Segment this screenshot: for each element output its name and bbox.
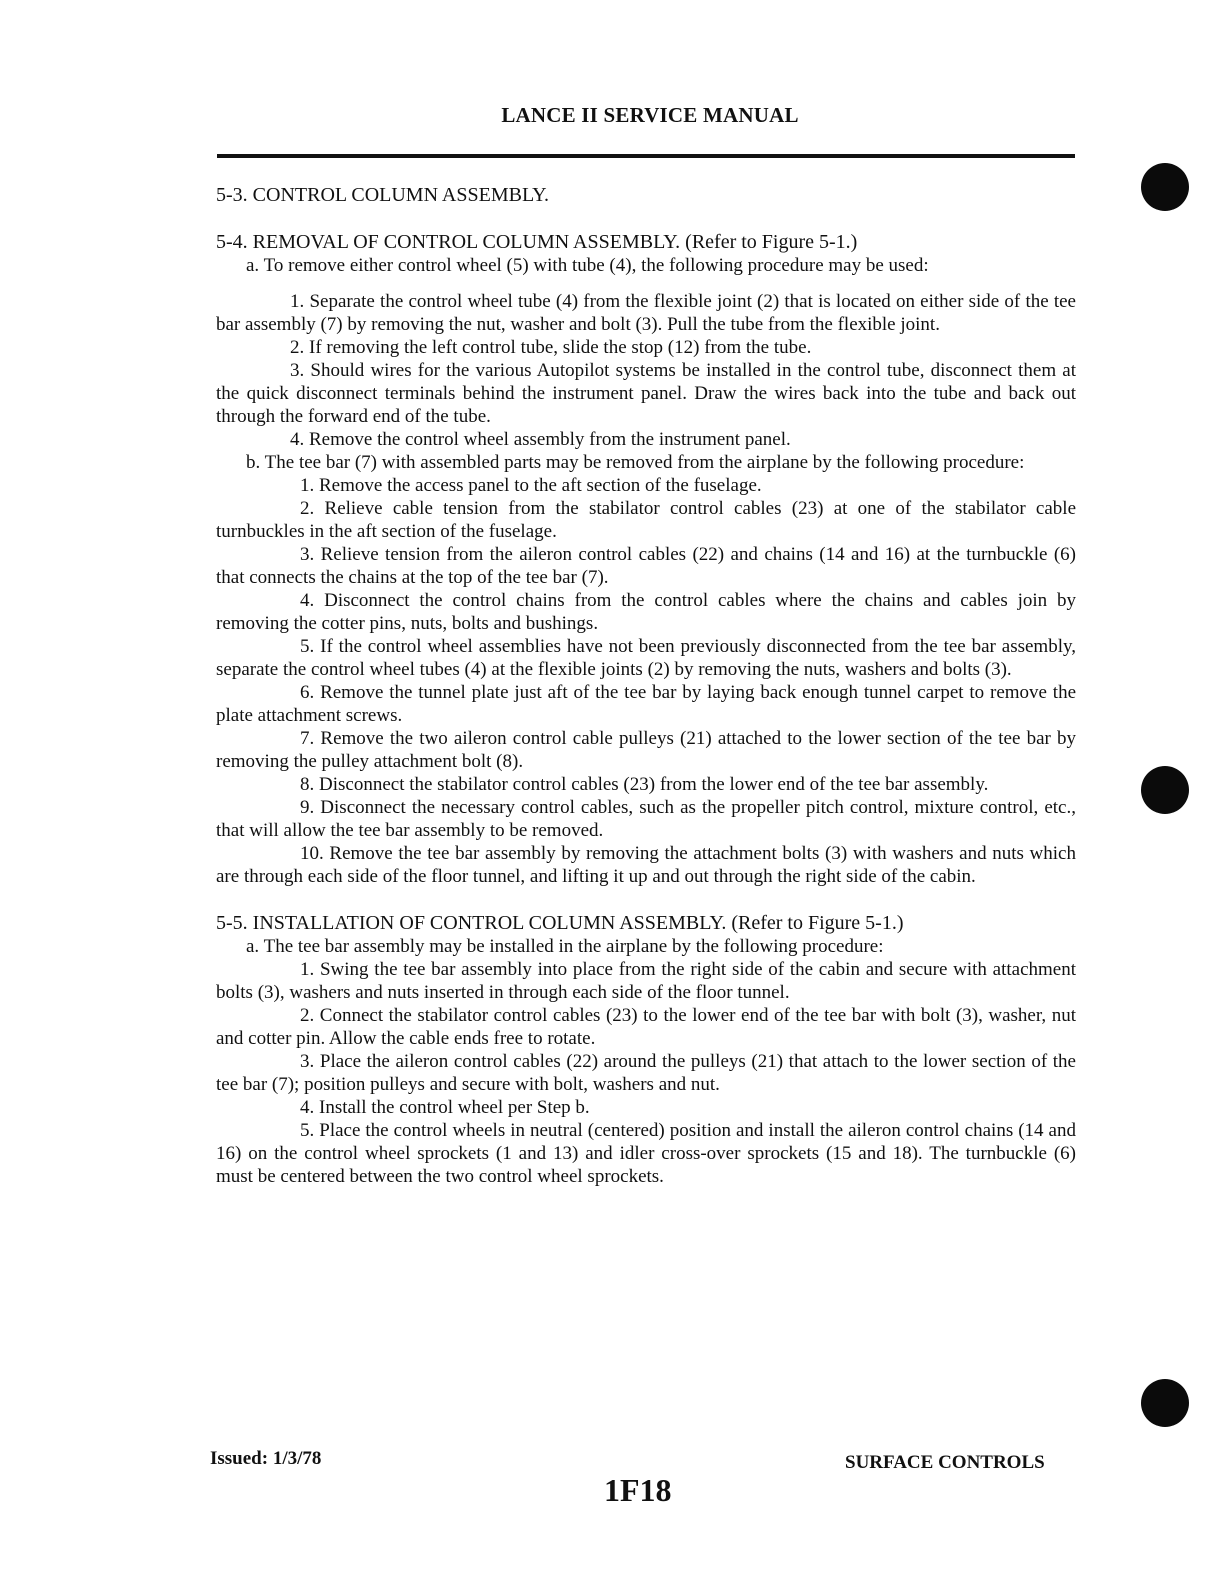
installation-a-step-1: 1. Swing the tee bar assembly into place from the right side of the cabin and secure with attachment bolts (3), washers and nuts inserted in through each side of the floor tunnel.: [216, 959, 1076, 1003]
removal-a-step-2: 2. If removing the left control tube, slide the stop (12) from the tube.: [290, 337, 812, 358]
installation-a-step-3: 3. Place the aileron control cables (22) around the pulleys (21) that attach to the lower section of the tee bar (7); position pulleys and secure with bolt, washers and nut.: [216, 1051, 1076, 1095]
removal-a-step-3: 3. Should wires for the various Autopilot systems be installed in the control tube, disconnect them at the quick disconnect terminals behind the instrument panel. Draw the wires back into the tube and back out through the forward end of the tube.: [216, 360, 1076, 427]
binder-hole-bottom: [1141, 1379, 1189, 1427]
footer-issued-date: Issued: 1/3/78: [210, 1448, 322, 1469]
removal-b-step-10: 10. Remove the tee bar assembly by removing the attachment bolts (3) with washers and nuts which are through each side of the floor tunnel, and lifting it up and out through the right side of the cabin.: [216, 843, 1076, 887]
section-heading-5-5: 5-5. INSTALLATION OF CONTROL COLUMN ASSEMBLY. (Refer to Figure 5-1.): [216, 912, 904, 934]
installation-a-step-5: 5. Place the control wheels in neutral (centered) position and install the aileron control chains (14 and 16) on the control wheel sprockets (1 and 13) and idler cross-over sprockets (15 and 18). The turnbuckle (6) must be centered between the two control wheel sprockets.: [216, 1120, 1076, 1187]
binder-hole-top: [1141, 163, 1189, 211]
removal-b-step-1: 1. Remove the access panel to the aft section of the fuselage.: [300, 475, 762, 496]
footer-section-name: SURFACE CONTROLS: [845, 1452, 1045, 1473]
removal-b-step-8: 8. Disconnect the stabilator control cables (23) from the lower end of the tee bar assembly.: [300, 774, 989, 795]
binder-hole-middle: [1141, 766, 1189, 814]
paragraph-gap: [216, 277, 1076, 290]
removal-b-step-4: 4. Disconnect the control chains from the control cables where the chains and cables join by removing the cotter pins, nuts, bolts and bushings.: [216, 590, 1076, 634]
installation-step-a: a. The tee bar assembly may be installed in the airplane by the following procedure:: [246, 936, 884, 957]
removal-b-step-5: 5. If the control wheel assemblies have not been previously disconnected from the tee bar assembly, separate the control wheel tubes (4) at the flexible joints (2) by removing the nuts, washers and bolts (3).: [216, 636, 1076, 680]
removal-b-step-2: 2. Relieve cable tension from the stabilator control cables (23) at one of the stabilator cable turnbuckles in the aft section of the fuselage.: [216, 498, 1076, 542]
removal-b-step-9: 9. Disconnect the necessary control cables, such as the propeller pitch control, mixture control, etc., that will allow the tee bar assembly to be removed.: [216, 797, 1076, 841]
header-rule: [217, 154, 1075, 158]
removal-b-step-7: 7. Remove the two aileron control cable pulleys (21) attached to the lower section of the tee bar by removing the pulley attachment bolt (8).: [216, 728, 1076, 772]
removal-step-a: a. To remove either control wheel (5) with tube (4), the following procedure may be used:: [246, 255, 929, 276]
removal-b-step-6: 6. Remove the tunnel plate just aft of the tee bar by laying back enough tunnel carpet to remove the plate attachment screws.: [216, 682, 1076, 726]
installation-a-step-4: 4. Install the control wheel per Step b.: [300, 1097, 590, 1118]
footer-page-code: 1F18: [604, 1472, 672, 1508]
installation-a-step-2: 2. Connect the stabilator control cables (23) to the lower end of the tee bar with bolt (3), washer, nut and cotter pin. Allow the cable ends free to rotate.: [216, 1005, 1076, 1049]
document-body: [216, 184, 1076, 1188]
section-gap: [216, 888, 1076, 912]
section-gap: [216, 207, 1076, 231]
section-heading-5-4: 5-4. REMOVAL OF CONTROL COLUMN ASSEMBLY. (Refer to Figure 5-1.): [216, 231, 858, 253]
removal-a-step-4: 4. Remove the control wheel assembly from the instrument panel.: [290, 429, 791, 450]
removal-b-step-3: 3. Relieve tension from the aileron control cables (22) and chains (14 and 16) at the turnbuckle (6) that connects the chains at the top of the tee bar (7).: [216, 544, 1076, 588]
section-heading-5-3: 5-3. CONTROL COLUMN ASSEMBLY.: [216, 184, 550, 206]
removal-a-step-1: 1. Separate the control wheel tube (4) from the flexible joint (2) that is located on either side of the tee bar assembly (7) by removing the nut, washer and bolt (3). Pull the tube from the flexible joint.: [216, 291, 1076, 335]
page-header-title: LANCE II SERVICE MANUAL: [501, 103, 799, 127]
removal-step-b: b. The tee bar (7) with assembled parts may be removed from the airplane by the following procedure:: [246, 452, 1025, 473]
